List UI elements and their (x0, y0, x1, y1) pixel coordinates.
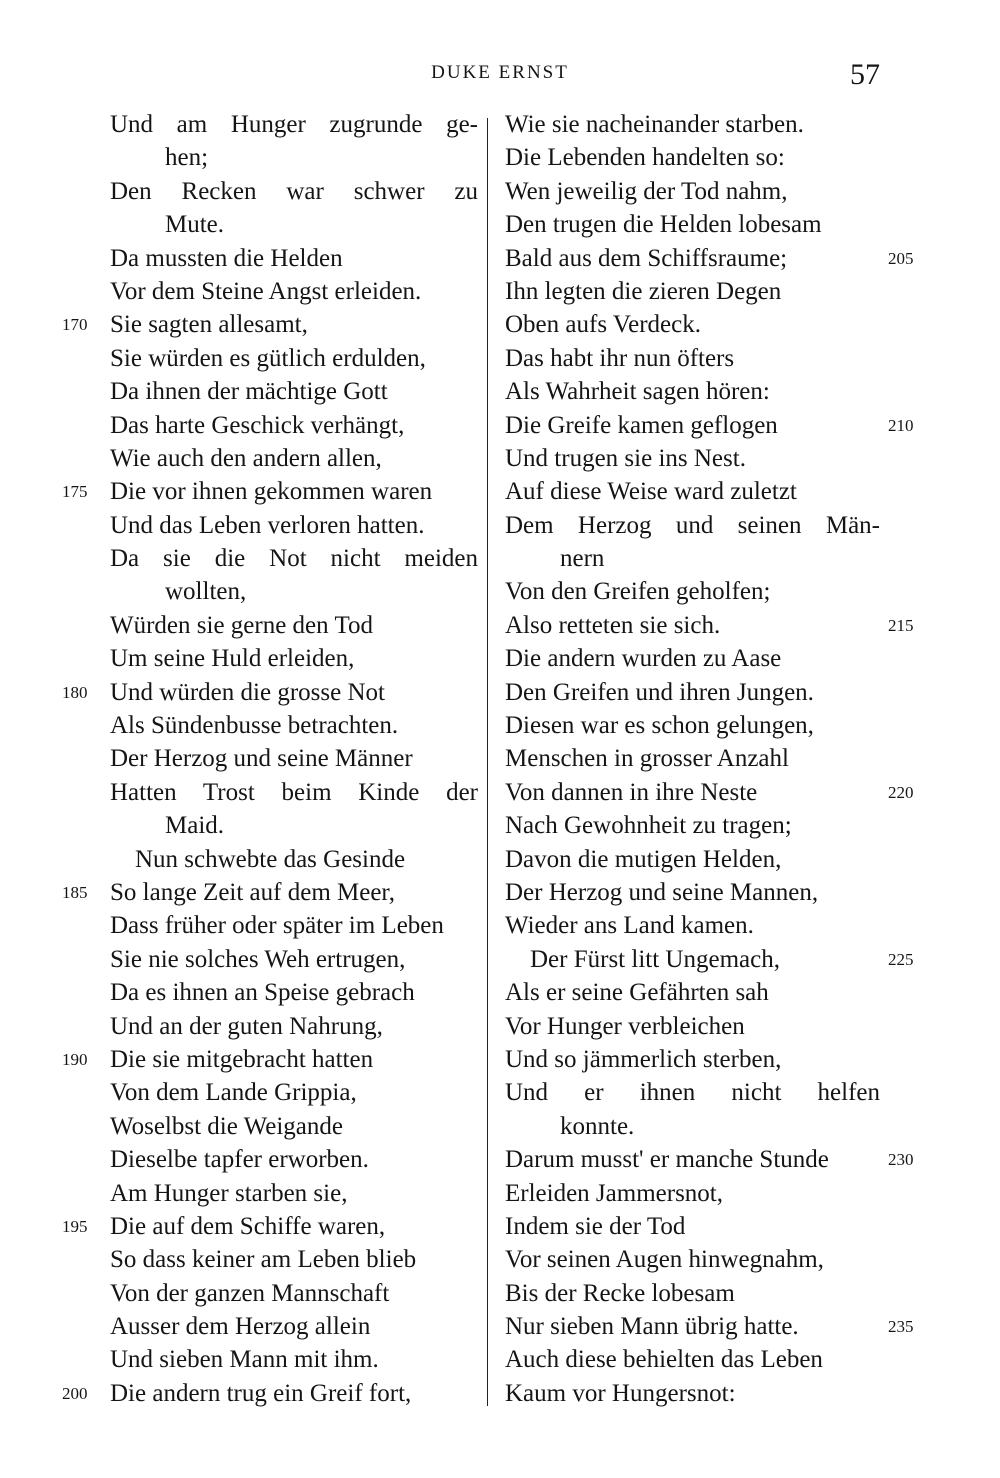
verse-line (505, 1310, 914, 1343)
verse-text: Der Herzog und seine Mannen, (505, 878, 819, 906)
verse-line (505, 809, 880, 842)
verse-text: Auch diese behielten das Leben (505, 1346, 823, 1374)
verse-line (505, 676, 880, 709)
verse-line (505, 1177, 880, 1210)
verse-line (110, 909, 478, 942)
verse-text: Erleiden Jammersnot, (505, 1179, 723, 1207)
verse-text: konnte. (560, 1112, 635, 1140)
line-number: 205 (888, 248, 914, 268)
verse-line (62, 308, 478, 341)
right-verse-column (505, 108, 914, 1410)
line-number: 225 (888, 949, 914, 969)
verse-line (62, 676, 478, 709)
verse-text: Menschen in grosser Anzahl (505, 745, 789, 773)
verse-text: Als Sündenbusse betrachten. (110, 712, 399, 740)
verse-text: Also retteten sie sich. (505, 611, 721, 639)
verse-line (505, 943, 914, 976)
verse-line (505, 1210, 880, 1243)
verse-text: Die Lebenden handelten so: (505, 144, 785, 172)
verse-line (110, 575, 478, 608)
verse-line (62, 1210, 478, 1243)
verse-text: So dass keiner am Leben blieb (110, 1246, 417, 1274)
verse-text: Als Wahrheit sagen hören: (505, 378, 770, 406)
verse-text: Dieselbe tapfer erworben. (110, 1146, 369, 1174)
verse-text: Und trugen sie ins Nest. (505, 444, 746, 472)
verse-text: Mute. (165, 211, 225, 239)
column-divider (487, 118, 488, 1406)
verse-line (505, 709, 880, 742)
verse-line (505, 1043, 880, 1076)
verse-line (110, 1343, 478, 1376)
verse-line (505, 1277, 880, 1310)
verse-text: Ihn legten die zieren Degen (505, 277, 782, 305)
verse-text: Vor dem Steine Angst erleiden. (110, 277, 422, 305)
running-title: DUKE ERNST (431, 62, 569, 83)
verse-line (110, 1143, 478, 1176)
verse-text: Das habt ihr nun öfters (505, 344, 735, 372)
verse-text: Auf diese Weise ward zuletzt (505, 478, 797, 506)
verse-text: Und das Leben verloren hatten. (110, 511, 425, 539)
verse-text: Da ihnen der mächtige Gott (110, 378, 388, 406)
verse-line (62, 475, 478, 508)
verse-line (505, 609, 914, 642)
line-number: 235 (888, 1317, 914, 1337)
verse-line (110, 275, 478, 308)
line-number: 195 (62, 1216, 88, 1236)
verse-line (505, 1010, 880, 1043)
verse-text: Diesen war es schon gelungen, (505, 712, 814, 740)
verse-line (110, 342, 478, 375)
verse-line (110, 542, 478, 575)
verse-text: Und am Hunger zugrunde ge- (110, 111, 478, 138)
verse-line (505, 843, 880, 876)
verse-line (505, 342, 880, 375)
verse-line (505, 375, 880, 408)
verse-line (110, 442, 478, 475)
verse-text: wollten, (165, 578, 247, 606)
line-number: 215 (888, 615, 914, 635)
line-number: 190 (62, 1049, 88, 1069)
verse-line (505, 275, 880, 308)
verse-line (505, 1143, 914, 1176)
verse-line (110, 242, 478, 275)
verse-text: Und er ihnen nicht helfen (505, 1079, 880, 1107)
verse-line (110, 1277, 478, 1310)
verse-text: Ausser dem Herzog allein (110, 1313, 371, 1341)
verse-text: Davon die mutigen Helden, (505, 845, 782, 873)
left-verse-column (62, 108, 478, 1410)
verse-line (505, 1377, 880, 1410)
verse-line (110, 976, 478, 1009)
verse-text: Den trugen die Helden lobesam (505, 211, 822, 239)
verse-text: Oben aufs Verdeck. (505, 311, 701, 339)
verse-line (505, 1076, 880, 1109)
verse-line (62, 1043, 478, 1076)
verse-text: Bald aus dem Schiffsraume; (505, 244, 788, 272)
verse-line (505, 175, 880, 208)
verse-line (110, 1010, 478, 1043)
verse-line (110, 375, 478, 408)
verse-text: Maid. (165, 812, 225, 840)
verse-text: Hatten Trost beim Kinde der (110, 778, 478, 806)
verse-text: Die sie mitgebracht hatten (110, 1045, 374, 1073)
verse-text: Und an der guten Nahrung, (110, 1012, 383, 1040)
verse-line (110, 1243, 478, 1276)
verse-line (110, 1310, 478, 1343)
page-number: 57 (850, 58, 880, 91)
verse-text: Dass früher oder später im Leben (110, 912, 444, 940)
verse-text: Die auf dem Schiffe waren, (110, 1212, 386, 1240)
verse-line (110, 409, 478, 442)
verse-text: Und sieben Mann mit ihm. (110, 1346, 379, 1374)
verse-text: Der Fürst litt Ungemach, (530, 945, 780, 973)
verse-text: Von dem Lande Grippia, (110, 1079, 357, 1107)
verse-line (110, 843, 478, 876)
verse-line (505, 475, 880, 508)
verse-line (62, 1377, 478, 1410)
verse-text: Wie auch den andern allen, (110, 444, 382, 472)
verse-text: Von dannen in ihre Neste (505, 778, 758, 806)
line-number: 175 (62, 482, 88, 502)
verse-line (505, 976, 880, 1009)
verse-line (110, 742, 478, 775)
verse-text: Nun schwebte das Gesinde (135, 845, 406, 873)
verse-text: Der Herzog und seine Männer (110, 745, 413, 773)
verse-line (505, 575, 880, 608)
verse-line (110, 609, 478, 642)
line-number: 200 (62, 1383, 88, 1403)
verse-text: Wieder ans Land kamen. (505, 912, 754, 940)
verse-text: Kaum vor Hungersnot: (505, 1379, 736, 1407)
line-number: 180 (62, 682, 88, 702)
line-number: 185 (62, 882, 88, 902)
verse-text: Sie würden es gütlich erdulden, (110, 344, 426, 372)
verse-text: hen; (165, 144, 209, 172)
verse-line (505, 909, 880, 942)
verse-text: Da es ihnen an Speise gebrach (110, 979, 415, 1007)
verse-line (110, 108, 478, 141)
verse-line (110, 208, 478, 241)
line-number: 170 (62, 315, 88, 335)
verse-line (505, 409, 914, 442)
verse-line (505, 509, 880, 542)
verse-text: Wen jeweilig der Tod nahm, (505, 177, 788, 205)
verse-line (505, 1243, 880, 1276)
verse-text: Da mussten die Helden (110, 244, 343, 272)
verse-text: Die andern trug ein Greif fort, (110, 1379, 412, 1407)
verse-text: Darum musst' er manche Stunde (505, 1146, 829, 1174)
verse-text: Woselbst die Weigande (110, 1112, 343, 1140)
verse-text: Den Recken war schwer zu (110, 177, 478, 205)
verse-line (505, 141, 880, 174)
verse-text: Wie sie nacheinander starben. (505, 111, 804, 138)
verse-line (505, 876, 880, 909)
verse-text: Um seine Huld erleiden, (110, 645, 355, 673)
verse-text: Dem Herzog und seinen Män- (505, 511, 880, 539)
verse-text: Und so jämmerlich sterben, (505, 1045, 782, 1073)
verse-text: Die andern wurden zu Aase (505, 645, 782, 673)
verse-line (110, 943, 478, 976)
verse-line (110, 642, 478, 675)
verse-line (110, 1177, 478, 1210)
verse-text: nern (560, 545, 605, 573)
verse-text: Die Greife kamen geflogen (505, 411, 778, 439)
verse-line (505, 242, 914, 275)
verse-text: Da sie die Not nicht meiden (110, 545, 478, 573)
verse-line (505, 742, 880, 775)
verse-line (110, 141, 478, 174)
verse-line (110, 175, 478, 208)
line-number: 230 (888, 1150, 914, 1170)
verse-text: Sie sagten allesamt, (110, 311, 308, 339)
verse-line (505, 1343, 880, 1376)
verse-line (505, 208, 880, 241)
verse-line (110, 709, 478, 742)
verse-text: Würden sie gerne den Tod (110, 611, 373, 639)
verse-line (110, 1110, 478, 1143)
verse-text: Am Hunger starben sie, (110, 1179, 348, 1207)
verse-line (505, 108, 880, 141)
verse-line (505, 542, 880, 575)
verse-text: Indem sie der Tod (505, 1212, 686, 1240)
verse-text: Die vor ihnen gekommen waren (110, 478, 433, 506)
verse-text: Und würden die grosse Not (110, 678, 385, 706)
verse-text: Bis der Recke lobesam (505, 1279, 735, 1307)
verse-line (110, 776, 478, 809)
line-number: 220 (888, 782, 914, 802)
verse-text: Nur sieben Mann übrig hatte. (505, 1313, 799, 1341)
verse-line (110, 809, 478, 842)
verse-text: So lange Zeit auf dem Meer, (110, 878, 396, 906)
verse-text: Von der ganzen Mannschaft (110, 1279, 390, 1307)
verse-text: Nach Gewohnheit zu tragen; (505, 812, 792, 840)
line-number: 210 (888, 415, 914, 435)
verse-line (110, 1076, 478, 1109)
verse-text: Vor seinen Augen hinwegnahm, (505, 1246, 824, 1274)
verse-text: Von den Greifen geholfen; (505, 578, 771, 606)
verse-line (110, 509, 478, 542)
verse-line (505, 308, 880, 341)
verse-text: Vor Hunger verbleichen (505, 1012, 745, 1040)
verse-text: Das harte Geschick verhängt, (110, 411, 405, 439)
verse-text: Den Greifen und ihren Jungen. (505, 678, 814, 706)
verse-line (505, 642, 880, 675)
verse-line (62, 876, 478, 909)
verse-text: Als er seine Gefährten sah (505, 979, 769, 1007)
verse-text: Sie nie solches Weh ertrugen, (110, 945, 406, 973)
verse-line (505, 1110, 880, 1143)
verse-line (505, 442, 880, 475)
verse-line (505, 776, 914, 809)
